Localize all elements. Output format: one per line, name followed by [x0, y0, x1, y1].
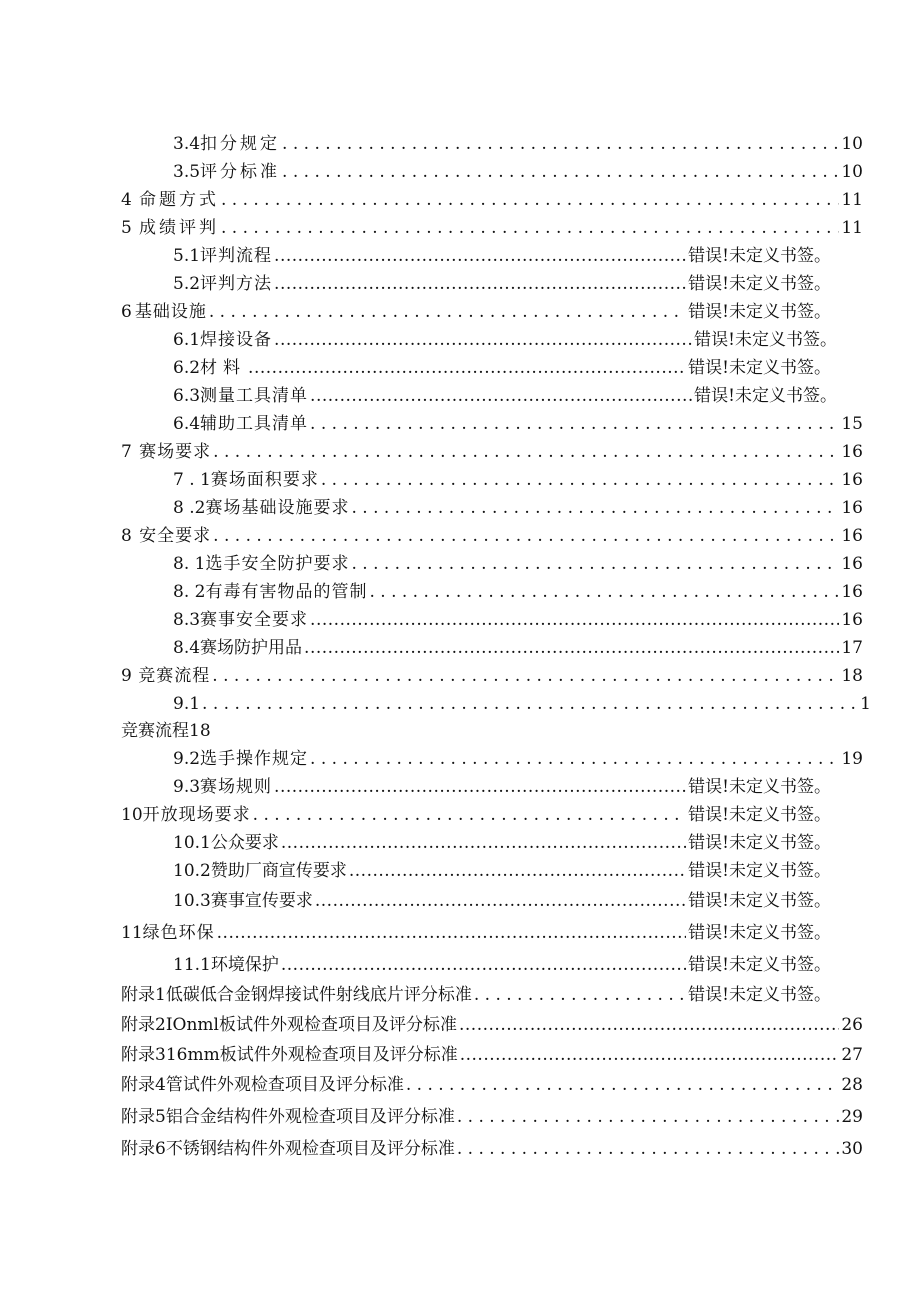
- toc-entry-page: 11: [841, 190, 863, 210]
- toc-entry-title: 铝合金结构件外观检查项目及评分标准: [165, 1107, 455, 1127]
- toc-entry[interactable]: [121, 1104, 863, 1130]
- dot-leader: [349, 858, 686, 884]
- dot-leader: [217, 920, 687, 946]
- dot-leader: [282, 131, 839, 157]
- toc-entry-number: 附录4: [121, 1075, 166, 1095]
- toc-entry[interactable]: [121, 523, 863, 549]
- toc-entry[interactable]: [173, 635, 863, 661]
- toc-entry-number: 8.4: [173, 638, 201, 658]
- toc-entry-title: 赛场防护用品: [200, 638, 303, 658]
- dot-leader: [310, 383, 692, 409]
- toc-entry[interactable]: [173, 383, 837, 409]
- toc-entry[interactable]: [173, 774, 831, 800]
- toc-entry-number: 7 . 1: [173, 470, 211, 490]
- toc-entry-title: 测量工具清单: [200, 386, 309, 406]
- toc-entry-page: 15: [841, 414, 863, 434]
- dot-leader: [369, 579, 839, 605]
- toc-entry-title: 竞赛流程: [138, 666, 211, 686]
- dot-leader: [281, 952, 686, 978]
- toc-entry[interactable]: [173, 952, 831, 978]
- toc-entry-title: 扣分规定: [200, 134, 281, 154]
- toc-entry-title: 选手安全防护要求: [205, 554, 350, 574]
- toc-entry[interactable]: [173, 746, 863, 772]
- toc-entry[interactable]: [173, 467, 863, 493]
- toc-entry[interactable]: [121, 920, 831, 946]
- toc-entry-page: 错误!未定义书签。: [694, 330, 837, 350]
- toc-entry-number: 8. 1: [173, 554, 206, 574]
- toc-entry-page: 29: [841, 1107, 863, 1127]
- toc-entry-title: 焊接设备: [200, 330, 273, 350]
- toc-entry-title: 安全要求: [139, 526, 212, 546]
- toc-entry-title: 赛场要求: [139, 442, 212, 462]
- toc-entry-page: 30: [841, 1139, 863, 1159]
- toc-entry-page: 错误!未定义书签。: [694, 386, 837, 406]
- toc-entry-title: 低碳低合金钢焊接试件射线底片评分标准: [165, 985, 472, 1005]
- toc-entry-page: 17: [841, 638, 863, 658]
- toc-entry-page: 错误!未定义书签。: [688, 955, 831, 975]
- dot-leader: [274, 774, 686, 800]
- toc-entry-number: 5: [121, 218, 132, 238]
- toc-entry-page: 错误!未定义书签。: [688, 805, 831, 825]
- toc-entry-number: 附录1: [121, 985, 166, 1005]
- toc-entry-title: 赛场面积要求: [210, 470, 319, 490]
- toc-entry-title: 16mm板试件外观检查项目及评分标准: [165, 1045, 458, 1065]
- toc-entry-title: 选手操作规定: [200, 749, 309, 769]
- toc-entry-page: 10: [841, 162, 863, 182]
- toc-entry-number: 6.4: [173, 414, 201, 434]
- toc-entry-title: 基础设施: [134, 302, 207, 322]
- dot-leader: [209, 299, 686, 325]
- toc-entry-title: 环境保护: [210, 955, 279, 975]
- toc-entry-title: IOnml板试件外观检查项目及评分标准: [165, 1015, 457, 1035]
- toc-entry-number: 附录3: [121, 1045, 166, 1065]
- dot-leader: [457, 1136, 840, 1162]
- dot-leader: [457, 1104, 840, 1130]
- toc-entry[interactable]: [173, 579, 863, 605]
- toc-entry-title: 有毒有害物品的管制: [205, 582, 368, 602]
- dot-leader: [253, 802, 687, 828]
- dot-leader: [281, 830, 686, 856]
- toc-entry-page: 错误!未定义书签。: [688, 274, 831, 294]
- dot-leader: [310, 746, 839, 772]
- toc-entry-page: 16: [841, 610, 863, 630]
- toc-entry-number: 6: [121, 302, 132, 322]
- toc-entry-page: 错误!未定义书签。: [688, 358, 831, 378]
- toc-entry[interactable]: [121, 663, 863, 689]
- toc-entry[interactable]: [121, 802, 831, 828]
- toc-entry-page: 28: [841, 1075, 863, 1095]
- dot-leader: [351, 495, 839, 521]
- toc-entry-number: 8: [121, 526, 132, 546]
- toc-entry-title: 赛场基础设施要求: [205, 498, 350, 518]
- toc-entry-title: 公众要求: [210, 833, 279, 853]
- dot-leader: [213, 439, 839, 465]
- toc-entry-number: 附录6: [121, 1139, 166, 1159]
- toc-entry-title: 绿色环保: [142, 923, 215, 943]
- toc-entry[interactable]: [121, 1136, 863, 1162]
- toc-entry-number: 6.3: [173, 386, 201, 406]
- toc-entry[interactable]: [121, 982, 831, 1008]
- toc-entry-number: 附录5: [121, 1107, 166, 1127]
- toc-entry-number: 5.1: [173, 246, 201, 266]
- toc-entry-page: 27: [841, 1045, 863, 1065]
- toc-entry-number: 8.3: [173, 610, 201, 630]
- toc-entry-page: 26: [841, 1015, 863, 1035]
- toc-entry-number: 10.1: [173, 833, 211, 853]
- toc-entry[interactable]: [121, 1042, 863, 1068]
- toc-entry-title: 不锈钢结构件外观检查项目及评分标准: [165, 1139, 455, 1159]
- toc-entry[interactable]: [121, 1072, 863, 1098]
- toc-entry[interactable]: [173, 551, 863, 577]
- toc-entry-title: 评判流程: [200, 246, 273, 266]
- toc-entry-page: 10: [841, 134, 863, 154]
- dot-leader: [282, 159, 839, 185]
- toc-entry-page: 错误!未定义书签。: [688, 985, 831, 1005]
- toc-entry[interactable]: [121, 215, 863, 241]
- toc-entry-number: 3.5: [173, 162, 201, 182]
- dot-leader: [321, 467, 840, 493]
- toc-entry-page: 18: [841, 666, 863, 686]
- toc-entry-page: 16: [841, 526, 863, 546]
- toc-entry-page: 16: [841, 554, 863, 574]
- dot-leader: [406, 1072, 840, 1098]
- toc-entry-page: 11: [841, 218, 863, 238]
- toc-entry-number: 8. 2: [173, 582, 206, 602]
- toc-entry-title: 评分标准: [200, 162, 281, 182]
- dot-leader: [315, 888, 686, 914]
- toc-entry-page: 错误!未定义书签。: [688, 891, 831, 911]
- toc-entry-page: 错误!未定义书签。: [688, 861, 831, 881]
- toc-entry-page: 错误!未定义书签。: [688, 246, 831, 266]
- toc-entry-number: 10.2: [173, 861, 211, 881]
- toc-entry-number: 11: [121, 923, 143, 943]
- dot-leader: [221, 187, 839, 213]
- toc-entry-title: 赛场规则: [200, 777, 273, 797]
- toc-entry[interactable]: [173, 411, 863, 437]
- toc-entry[interactable]: [121, 187, 863, 213]
- toc-entry-page: 错误!未定义书签。: [688, 833, 831, 853]
- toc-entry-title: 开放现场要求: [142, 805, 251, 825]
- toc-entry-page: 错误!未定义书签。: [688, 302, 831, 322]
- dot-leader: [460, 1042, 840, 1068]
- toc-entry-continuation: 竞赛流程18: [121, 721, 211, 741]
- toc-entry[interactable]: [173, 888, 831, 914]
- toc-entry-page: 1: [860, 694, 871, 714]
- dot-leader: [213, 523, 839, 549]
- toc-entry-number: 9.3: [173, 777, 201, 797]
- dot-leader: [310, 411, 839, 437]
- toc-entry[interactable]: [173, 243, 831, 269]
- dot-leader: [459, 1012, 839, 1038]
- toc-entry[interactable]: [173, 607, 863, 633]
- toc-entry[interactable]: [173, 159, 863, 185]
- toc-entry-title: 赛事宣传要求: [210, 891, 313, 911]
- toc-entry-title: 赛事安全要求: [200, 610, 309, 630]
- toc-entry-title: 管试件外观检查项目及评分标准: [165, 1075, 404, 1095]
- dot-leader: [221, 215, 839, 241]
- dot-leader: [310, 607, 839, 633]
- toc-entry-number: 8 .2: [173, 498, 206, 518]
- toc-entry-title: 命题方式: [138, 190, 219, 210]
- toc-entry-page: 16: [841, 498, 863, 518]
- toc-entry-number: 4: [121, 190, 132, 210]
- dot-leader: [274, 327, 692, 353]
- toc-entry[interactable]: [173, 327, 837, 353]
- toc-entry-page: 错误!未定义书签。: [688, 777, 831, 797]
- toc-entry[interactable]: [173, 858, 831, 884]
- toc-entry-number: 3.4: [173, 134, 201, 154]
- dot-leader: [351, 551, 839, 577]
- toc-entry-title: 成绩评判: [138, 218, 219, 238]
- toc-entry[interactable]: [121, 439, 863, 465]
- toc-entry-number: 10.3: [173, 891, 211, 911]
- toc-entry-number: 附录2: [121, 1015, 166, 1035]
- toc-entry-number: 10: [121, 805, 143, 825]
- dot-leader: [212, 663, 839, 689]
- toc-entry[interactable]: [173, 355, 831, 381]
- toc-entry-title: 评判方法: [200, 274, 273, 294]
- toc-entry[interactable]: [173, 691, 871, 717]
- dot-leader: [202, 691, 858, 717]
- toc-entry-title: 辅助工具清单: [200, 414, 309, 434]
- toc-entry-number: 9.1: [173, 694, 201, 714]
- toc-entry[interactable]: [173, 830, 831, 856]
- toc-entry-title: 材料: [200, 358, 247, 378]
- dot-leader: [474, 982, 686, 1008]
- toc-entry-number: 6.1: [173, 330, 201, 350]
- toc-entry-number: 9: [121, 666, 132, 686]
- toc-entry[interactable]: [121, 1012, 863, 1038]
- toc-entry-number: 7: [121, 442, 132, 462]
- dot-leader: [304, 635, 839, 661]
- toc-entry[interactable]: [121, 299, 831, 325]
- toc-entry-page: 16: [841, 442, 863, 462]
- toc-entry-number: 9.2: [173, 749, 201, 769]
- toc-entry-page: 16: [841, 470, 863, 490]
- toc-entry-number: 6.2: [173, 358, 201, 378]
- toc-entry[interactable]: [173, 495, 863, 521]
- dot-leader: [274, 271, 686, 297]
- toc-entry[interactable]: [173, 131, 863, 157]
- dot-leader: [274, 243, 686, 269]
- toc-entry-page: 19: [841, 749, 863, 769]
- toc-entry-page: 16: [841, 582, 863, 602]
- dot-leader: [248, 355, 686, 381]
- toc-entry-page: 错误!未定义书签。: [688, 923, 831, 943]
- toc-entry-title: 赞助厂商宣传要求: [210, 861, 347, 881]
- toc-entry-number: 5.2: [173, 274, 201, 294]
- toc-entry[interactable]: [173, 271, 831, 297]
- toc-entry-number: 11.1: [173, 955, 211, 975]
